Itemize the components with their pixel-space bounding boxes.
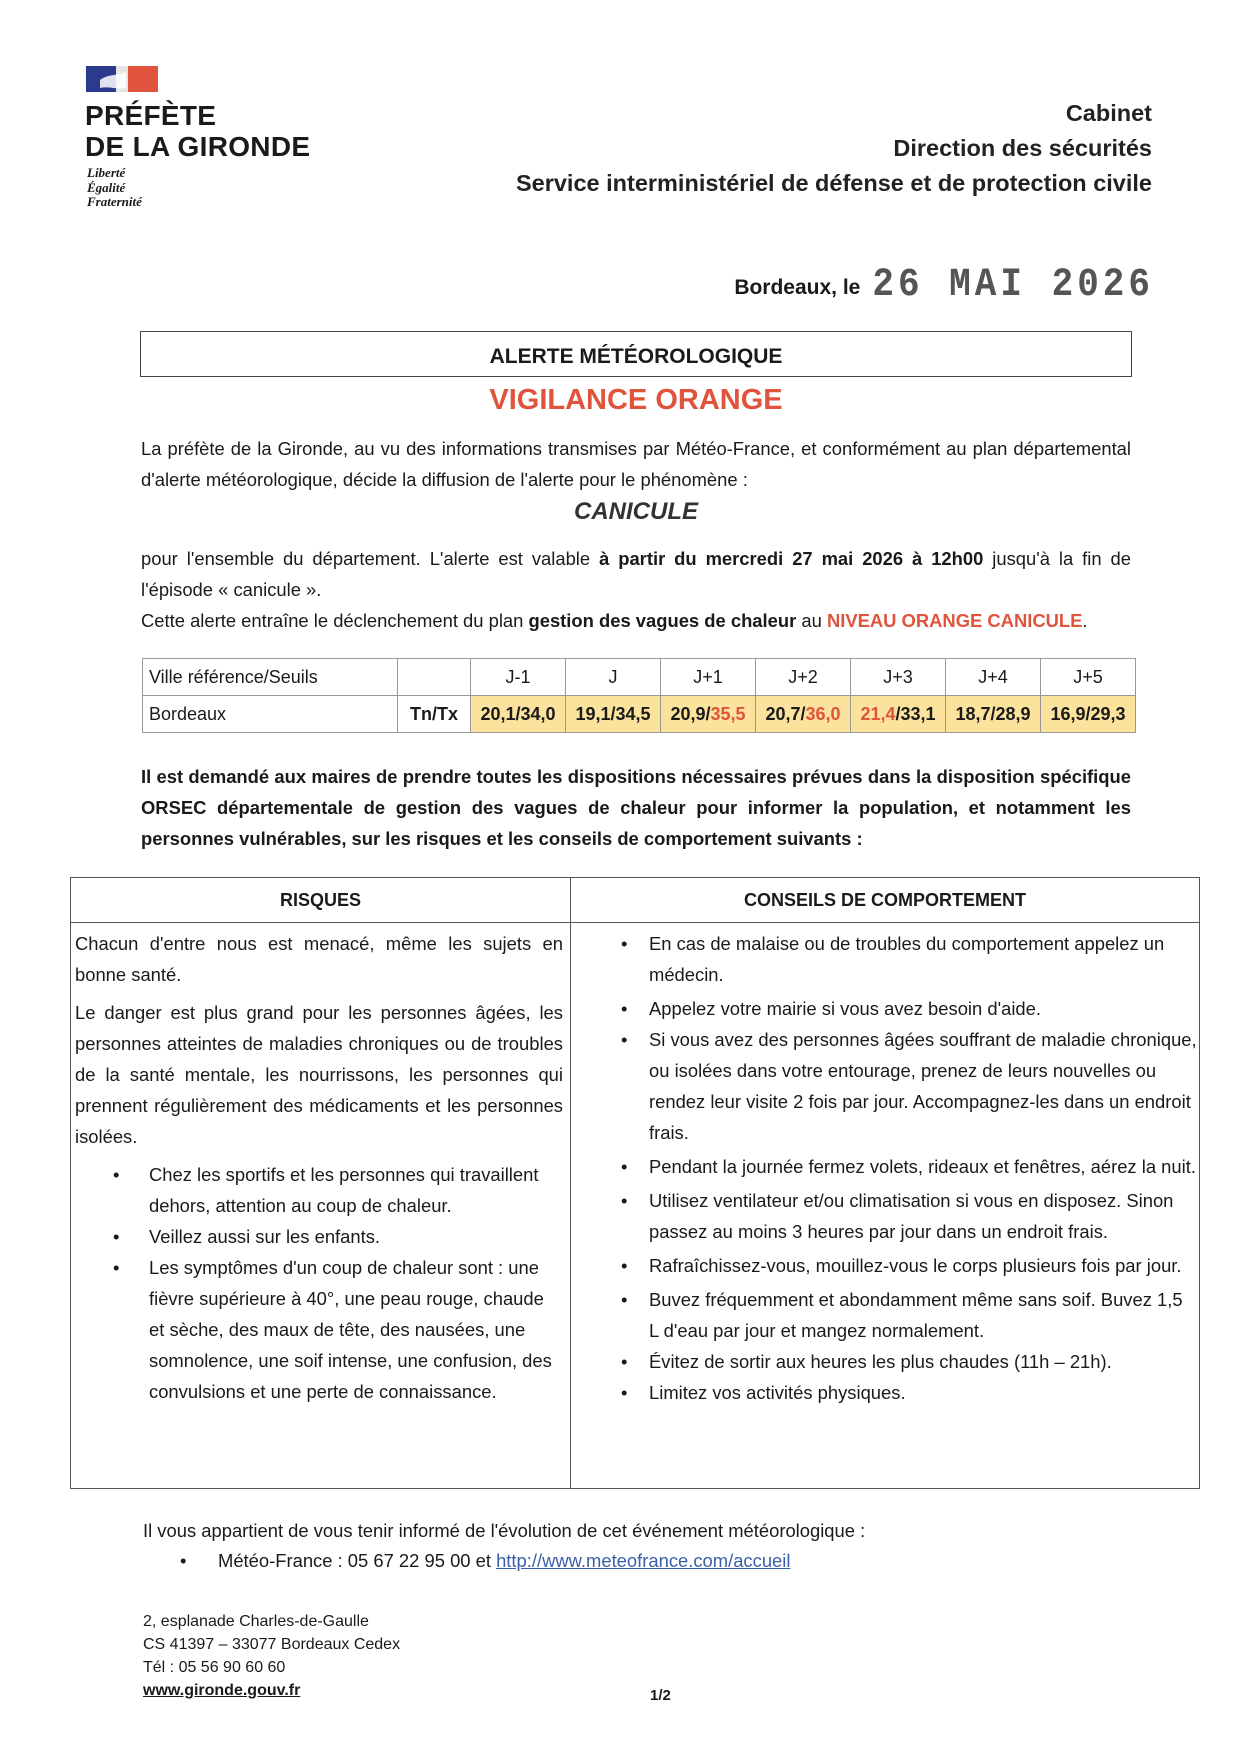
info-sentence: Il vous appartient de vous tenir informé de l'évolution de cet événement météorologique : — [143, 1520, 866, 1541]
table-header-day: J+4 — [946, 659, 1041, 696]
list-item: • Chez les sportifs et les personnes qui travaillent dehors, attention au coup de chaleur. — [75, 1159, 563, 1221]
issuing-service: Cabinet Direction des sécurités Service interministériel de défense et de protection civile — [515, 100, 1152, 196]
unit-label: Tn/Tx — [398, 696, 471, 733]
list-item: • Si vous avez des personnes âgées souffrant de maladie chronique, ou isolées dans votre entourage, prenez de leurs nouvelles ou rendez leur visite 2 fois par jour. Accompagnez-les dans un endroit frais. — [581, 1024, 1197, 1148]
list-item: • Rafraîchissez-vous, mouillez-vous le corps plusieurs fois par jour. — [581, 1250, 1197, 1281]
threshold-cell: 21,4/33,1 — [851, 696, 946, 733]
prefecture-name: PRÉFÈTE DE LA GIRONDE — [85, 100, 311, 162]
marianne-flag-logo — [86, 66, 158, 92]
table-header-row — [143, 659, 1136, 696]
table-header-day: J-1 — [471, 659, 566, 696]
gironde-website-link[interactable]: www.gironde.gouv.fr — [143, 1682, 301, 1699]
advice-header: CONSEILS DE COMPORTEMENT — [743, 890, 1026, 910]
risks-header: RISQUES — [279, 890, 362, 910]
advice-column — [581, 928, 1197, 1408]
table-header-day: J+3 — [851, 659, 946, 696]
meteo-france-contact: • Météo-France : 05 67 22 95 00 et http://www.meteofrance.com/accueil — [180, 1550, 791, 1571]
table-header-empty — [398, 659, 471, 696]
threshold-cell: 16,9/29,3 — [1041, 696, 1136, 733]
plan-trigger: Cette alerte entraîne le déclenchement du plan gestion des vagues de chaleur au NIVEAU ORANGE CANICULE. — [141, 610, 1088, 631]
vigilance-level: VIGILANCE ORANGE — [489, 384, 783, 416]
risks-paragraph: Le danger est plus grand pour les personnes âgées, les personnes atteintes de maladies chroniques ou de troubles de la santé mentale, les nourrissons, les personnes qui prennent régulièrement des médicaments et les personnes isolées. — [75, 1002, 563, 1147]
advice-list — [581, 928, 1197, 1408]
list-item: • Veillez aussi sur les enfants. — [75, 1221, 563, 1252]
footer-address: 2, esplanade Charles-de-Gaulle CS 41397 – 33077 Bordeaux Cedex Tél : 05 56 90 60 60 www.gironde.gouv.fr — [143, 1613, 401, 1699]
mayors-request: Il est demandé aux maires de prendre toutes les dispositions nécessaires prévues dans la disposition spécifique ORSEC départementale de gestion des vagues de chaleur pour informer la population, et notamment les personnes vulnérables, sur les risques et les conseils de comportement suivants : — [141, 766, 1131, 849]
list-item: • Évitez de sortir aux heures les plus chaudes (11h – 21h). — [581, 1346, 1197, 1377]
list-item: • Les symptômes d'un coup de chaleur sont : une fièvre supérieure à 40°, une peau rouge, chaude et sèche, des maux de tête, des nausées, une somnolence, une soif intense, une confusion, des convulsions et une perte de connaissance. — [75, 1252, 563, 1407]
table-header-day: J+1 — [661, 659, 756, 696]
risks-list — [75, 1159, 563, 1407]
list-item: • En cas de malaise ou de troubles du comportement appelez un médecin. — [581, 928, 1197, 990]
meteofrance-link[interactable]: http://www.meteofrance.com/accueil — [496, 1550, 791, 1571]
risks-paragraph: Chacun d'entre nous est menacé, même les sujets en bonne santé. — [75, 933, 563, 985]
threshold-cell: 20,7/36,0 — [756, 696, 851, 733]
alert-intro: La préfète de la Gironde, au vu des informations transmises par Météo-France, et conformément au plan départemental d'alerte météorologique, décide la diffusion de l'alerte pour le phénomène : — [141, 438, 1131, 490]
date-prefix: Bordeaux, le — [734, 276, 861, 299]
threshold-cell: 19,1/34,5 — [566, 696, 661, 733]
table-header-day: J+2 — [756, 659, 851, 696]
list-item: • Buvez fréquemment et abondamment même sans soif. Buvez 1,5 L d'eau par jour et mangez normalement. — [581, 1284, 1197, 1346]
city-name: Bordeaux — [143, 696, 398, 733]
temperature-thresholds-table — [142, 658, 1136, 733]
threshold-cell: 20,9/35,5 — [661, 696, 756, 733]
threshold-cell: 18,7/28,9 — [946, 696, 1041, 733]
alert-title: ALERTE MÉTÉOROLOGIQUE — [489, 345, 783, 368]
document-date — [734, 261, 1154, 308]
date-stamp: 26 MAI 2026 — [872, 261, 1154, 308]
threshold-cell: 20,1/34,0 — [471, 696, 566, 733]
risks-column — [75, 928, 563, 1407]
list-item: • Utilisez ventilateur et/ou climatisation si vous en disposez. Sinon passez au moins 3 heures par jour dans un endroit frais. — [581, 1185, 1197, 1247]
table-header-day: J+5 — [1041, 659, 1136, 696]
republic-motto: Liberté Égalité Fraternité — [87, 165, 142, 209]
phenomenon-title: CANICULE — [574, 498, 698, 525]
table-row — [143, 696, 1136, 733]
page-number: 1/2 — [650, 1687, 671, 1704]
risks-advice-table — [70, 877, 1200, 1489]
list-item: • Limitez vos activités physiques. — [581, 1377, 1197, 1408]
bullet-icon: • — [180, 1550, 187, 1571]
alert-validity: pour l'ensemble du département. L'alerte est valable à partir du mercredi 27 mai 2026 à 12h00 jusqu'à la fin de l'épisode « canicule ». — [141, 548, 1131, 600]
alert-title-box — [140, 331, 1132, 377]
table-header-day: J — [566, 659, 661, 696]
list-item: • Pendant la journée fermez volets, rideaux et fenêtres, aérez la nuit. — [581, 1151, 1197, 1182]
list-item: • Appelez votre mairie si vous avez besoin d'aide. — [581, 993, 1197, 1024]
table-header-city: Ville référence/Seuils — [143, 659, 398, 696]
